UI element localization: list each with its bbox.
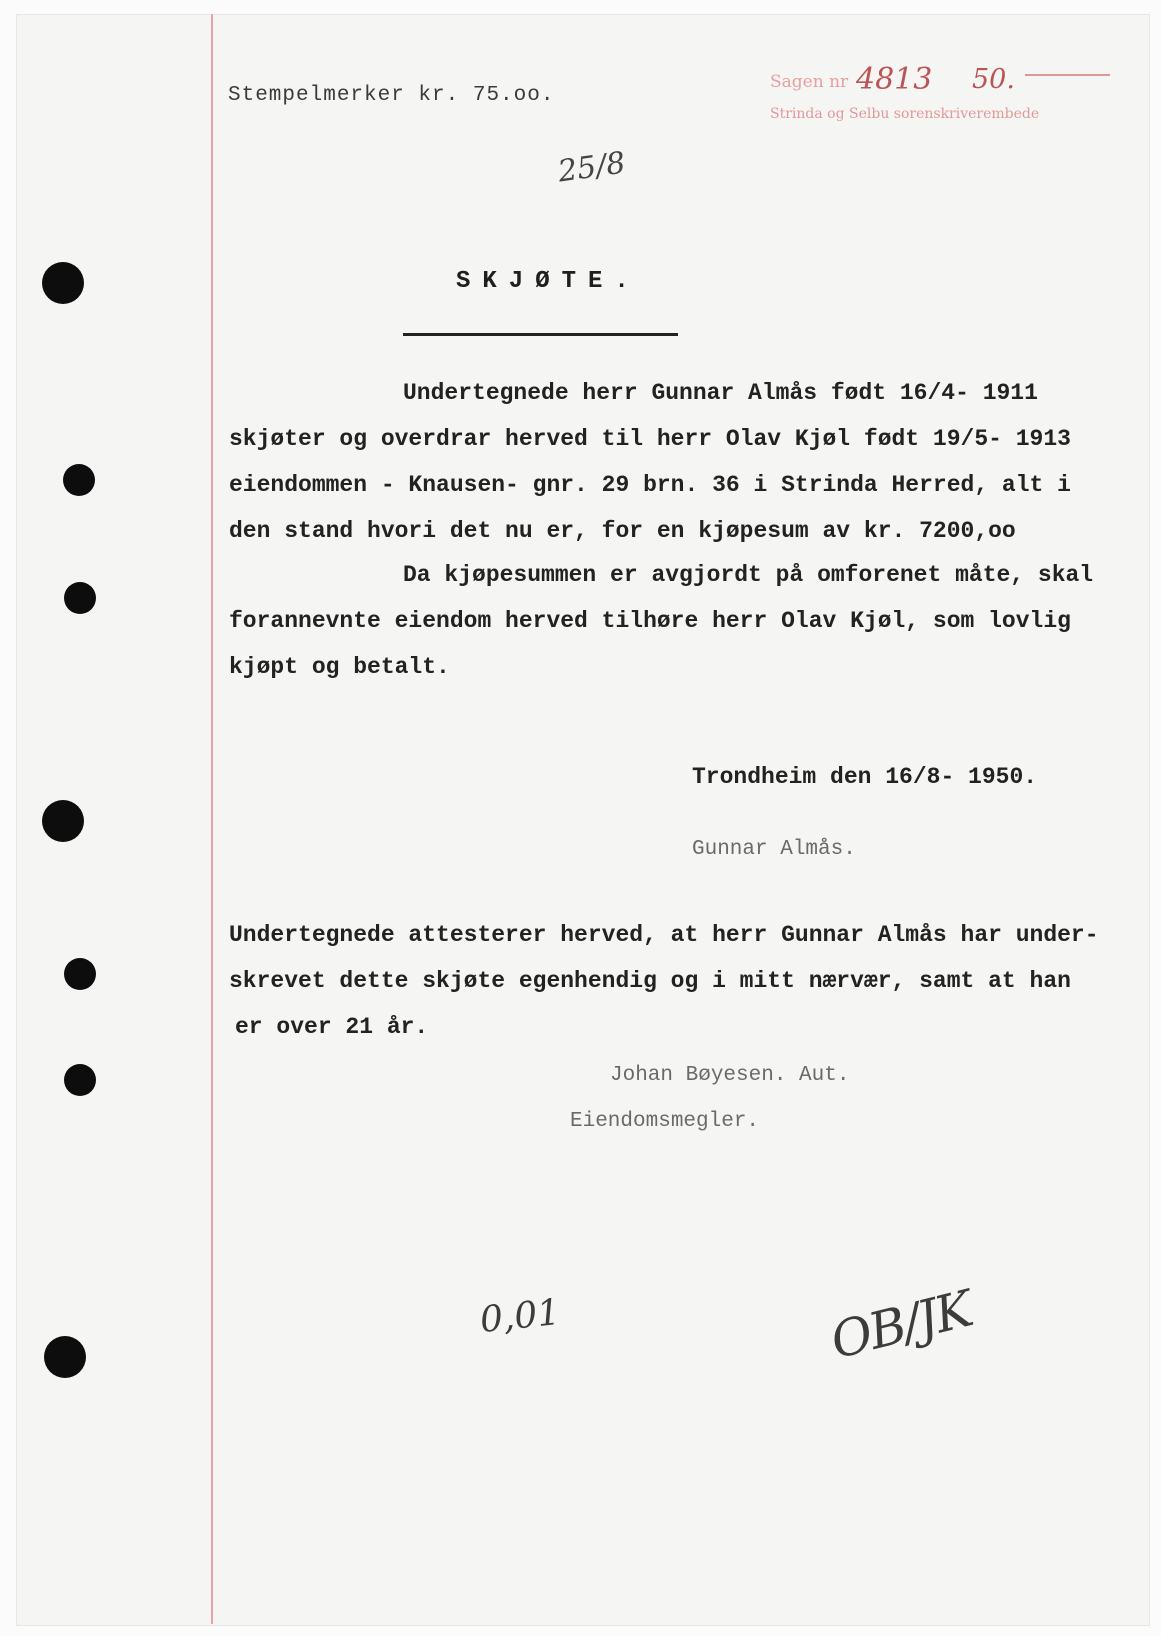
- stamp-duty-text: Stempelmerker kr. 75.oo.: [228, 84, 555, 107]
- punch-hole: [42, 800, 84, 842]
- title-underline: [403, 333, 678, 336]
- registry-number: 4813: [856, 62, 933, 97]
- handwritten-date: 25/8: [555, 145, 628, 190]
- punch-hole: [63, 464, 95, 496]
- witness-title: Eiendomsmegler.: [570, 1110, 760, 1133]
- paragraph-line: Undertegnede herr Gunnar Almås født 16/4- 1911: [403, 380, 1038, 406]
- punch-hole: [42, 262, 84, 304]
- initials: OB/JK: [825, 1279, 977, 1371]
- attestation-line: skrevet dette skjøte egenhendig og i mitt nærvær, samt at han: [229, 968, 1071, 994]
- document-sheet: [16, 14, 1150, 1626]
- registry-stamp: [770, 62, 1110, 130]
- punch-hole: [44, 1336, 86, 1378]
- fee-note: 0,01: [478, 1291, 563, 1342]
- paragraph-line: eiendommen - Knausen- gnr. 29 brn. 36 i Strinda Herred, alt i: [229, 472, 1071, 498]
- paragraph-line: kjøpt og betalt.: [229, 654, 450, 680]
- paragraph-line: forannevnte eiendom herved tilhøre herr Olav Kjøl, som lovlig: [229, 608, 1071, 634]
- attestation-line: Undertegnede attesterer herved, at herr Gunnar Almås har under-: [229, 922, 1099, 948]
- attestation-line: er over 21 år.: [235, 1014, 429, 1040]
- paragraph-line: den stand hvori det nu er, for en kjøpesum av kr. 7200,oo: [229, 518, 1016, 544]
- punch-hole: [64, 582, 96, 614]
- margin-line: [211, 14, 213, 1624]
- seller-signature: Gunnar Almås.: [692, 838, 856, 861]
- registry-stamp-label: Sagen nr: [770, 72, 849, 92]
- punch-hole: [64, 958, 96, 990]
- registry-year: 50.: [972, 64, 1015, 95]
- witness-name: Johan Bøyesen. Aut.: [610, 1064, 850, 1087]
- stamp-underline: [1025, 74, 1110, 76]
- punch-hole: [64, 1064, 96, 1096]
- document-title: SKJØTE.: [456, 268, 641, 295]
- registry-stamp-office: Strinda og Selbu sorenskriverembede: [770, 106, 1040, 122]
- place-date: Trondheim den 16/8- 1950.: [692, 764, 1038, 790]
- paragraph-line: Da kjøpesummen er avgjordt på omforenet måte, skal: [403, 562, 1094, 588]
- paragraph-line: skjøter og overdrar herved til herr Olav Kjøl født 19/5- 1913: [229, 426, 1071, 452]
